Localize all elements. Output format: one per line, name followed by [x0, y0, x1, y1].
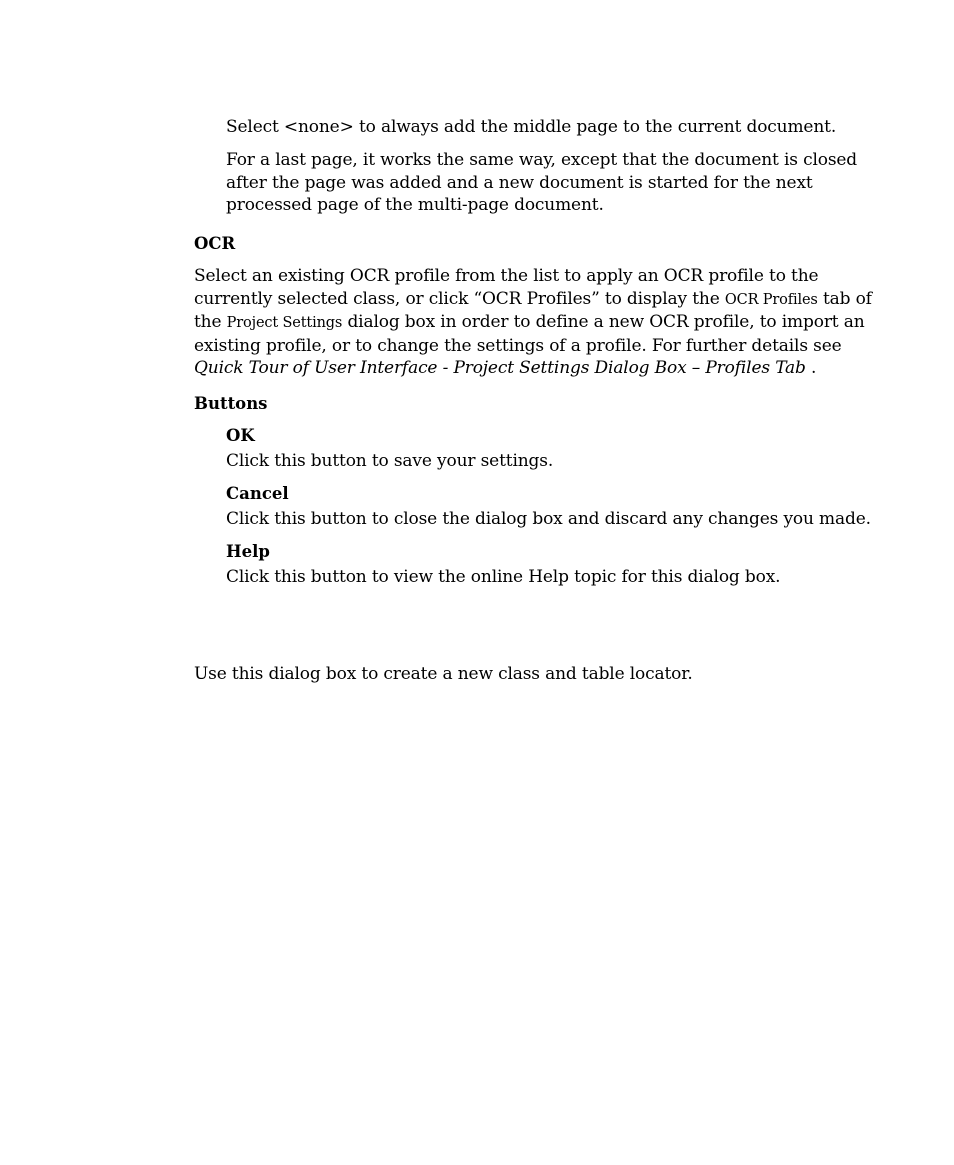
button-description: Click this button to save your settings.: [226, 451, 554, 471]
buttons-heading: Buttons: [194, 394, 268, 413]
new-class-description: Use this dialog box to create a new class and table locator.: [194, 664, 693, 684]
ocr-reference-link: Quick Tour of User Interface - Project Settings Dialog Box – Profiles Tab: [194, 358, 806, 378]
middle-page-none-text: Select <none> to always add the middle page to the current document.: [226, 117, 837, 137]
ocr-profiles-tab-name: OCR Profiles: [724, 291, 818, 308]
ocr-heading: OCR: [194, 234, 236, 253]
last-page-text: For a last page, it works the same way, except that the document is closed after the page was added and a new document is started for the next processed page of the multi-page document.: [226, 150, 858, 215]
button-name: Cancel: [226, 484, 289, 503]
button-name: OK: [226, 426, 255, 445]
ocr-text-part2: tab of the: [194, 288, 872, 332]
button-item-ok: [226, 425, 876, 473]
ocr-text-part3: dialog box in order to define a new OCR profile, to import an existing profile, or to change the settings of a profile. For further details see: [194, 312, 865, 356]
project-settings-dialog-name: Project Settings: [226, 315, 343, 331]
ocr-text-end: .: [805, 358, 817, 378]
button-name: Help: [226, 542, 270, 561]
button-description: Click this button to view the online Help topic for this dialog box.: [226, 567, 781, 587]
ocr-description: [194, 265, 884, 380]
button-description: Click this button to close the dialog box and discard any changes you made.: [226, 509, 871, 529]
ocr-text-part1: Select an existing OCR profile from the list to apply an OCR profile to the currently selected class, or click “OCR Profiles” to display the: [194, 266, 819, 309]
button-item-cancel: [226, 483, 876, 531]
button-item-help: [226, 541, 876, 589]
